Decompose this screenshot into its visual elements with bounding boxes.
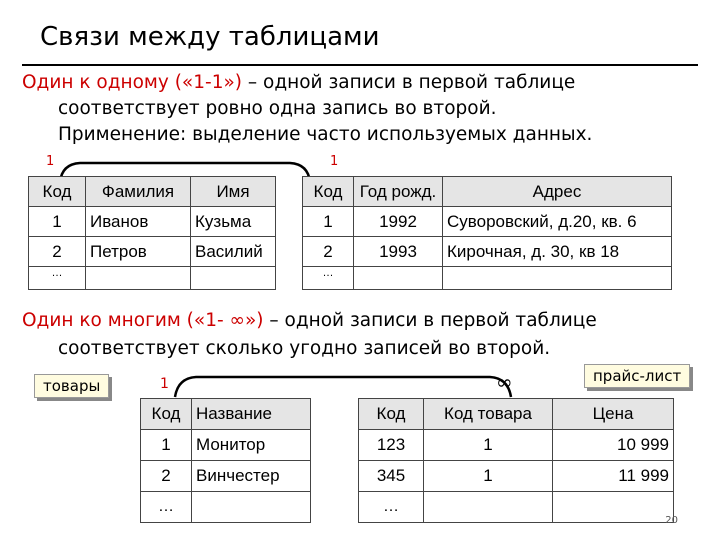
header-cell: Код: [303, 177, 354, 207]
one-to-many-line2: соответствует сколько угодно записей во второй.: [58, 338, 551, 359]
table-row: [359, 492, 674, 523]
table-cell: 1: [424, 430, 553, 461]
header-cell: Год рожд.: [354, 177, 443, 207]
header-cell: Код товара: [424, 399, 553, 430]
one-to-one-line2: соответствует ровно одна запись во второй.: [58, 98, 497, 119]
table-row: [141, 492, 311, 523]
one-to-many-rest: – одной записи в первой таблице: [263, 310, 597, 331]
header-cell: Цена: [553, 399, 674, 430]
table-cell: 345: [359, 461, 424, 492]
table-row: [303, 237, 672, 267]
table-row: [29, 267, 276, 290]
one-to-one-rest: – одной записи в первой таблице: [242, 72, 576, 93]
table-cell: 1: [424, 461, 553, 492]
table-cell: 1: [303, 207, 354, 237]
table-cell: Суворовский, д.20, кв. 6: [443, 207, 672, 237]
table-cell: Монитор: [192, 430, 311, 461]
price-table: [358, 398, 674, 523]
relation-label-right: 1: [330, 154, 339, 169]
relation-label-one: 1: [160, 376, 169, 392]
page-number: 20: [665, 515, 678, 526]
one-to-many-connector: [175, 377, 511, 397]
table-row: [359, 461, 674, 492]
table-row: [29, 207, 276, 237]
table-cell: 11 999: [553, 461, 674, 492]
one-to-one-lead: Один к одному («1-1»): [22, 72, 243, 93]
slide-title: Связи между таблицами: [40, 22, 380, 52]
relation-label-left: 1: [46, 154, 55, 169]
header-cell: Имя: [191, 177, 276, 207]
table-cell: 2: [29, 237, 86, 267]
callout-price-list: прайс-лист: [584, 364, 690, 388]
table-row: [303, 207, 672, 237]
ellipsis-cell: …: [141, 492, 192, 523]
table-row: [141, 461, 311, 492]
table-cell: Кузьма: [191, 207, 276, 237]
table-cell: 1993: [354, 237, 443, 267]
goods-table: [140, 398, 311, 523]
table-cell: Кирочная, д. 30, кв 18: [443, 237, 672, 267]
header-cell: Адрес: [443, 177, 672, 207]
table-cell: 10 999: [553, 430, 674, 461]
table-cell: Иванов: [86, 207, 191, 237]
table-cell: 123: [359, 430, 424, 461]
header-cell: Название: [192, 399, 311, 430]
ellipsis-cell: …: [359, 492, 424, 523]
one-to-many-line1: [22, 308, 597, 334]
table-cell: 1992: [354, 207, 443, 237]
one-to-one-line3: Применение: выделение часто используемых данных.: [58, 124, 593, 145]
details-table: [302, 176, 672, 290]
callout-goods: товары: [34, 374, 109, 398]
table-cell: 2: [141, 461, 192, 492]
ellipsis-cell: …: [303, 267, 354, 290]
infinity-label: ∞: [496, 370, 513, 394]
table-cell: Петров: [86, 237, 191, 267]
one-to-many-lead: Один ко многим («1- ∞»): [22, 310, 264, 331]
table-cell: 1: [29, 207, 86, 237]
table-cell: 2: [303, 237, 354, 267]
header-cell: Код: [29, 177, 86, 207]
table-cell: 1: [141, 430, 192, 461]
header-cell: Код: [141, 399, 192, 430]
table-row: [359, 430, 674, 461]
table-row: [141, 430, 311, 461]
table-row: [303, 267, 672, 290]
table-cell: Винчестер: [192, 461, 311, 492]
table-cell: Василий: [191, 237, 276, 267]
header-cell: Фамилия: [86, 177, 191, 207]
header-cell: Код: [359, 399, 424, 430]
persons-table: [28, 176, 276, 290]
table-row: [29, 237, 276, 267]
ellipsis-cell: …: [29, 267, 86, 290]
